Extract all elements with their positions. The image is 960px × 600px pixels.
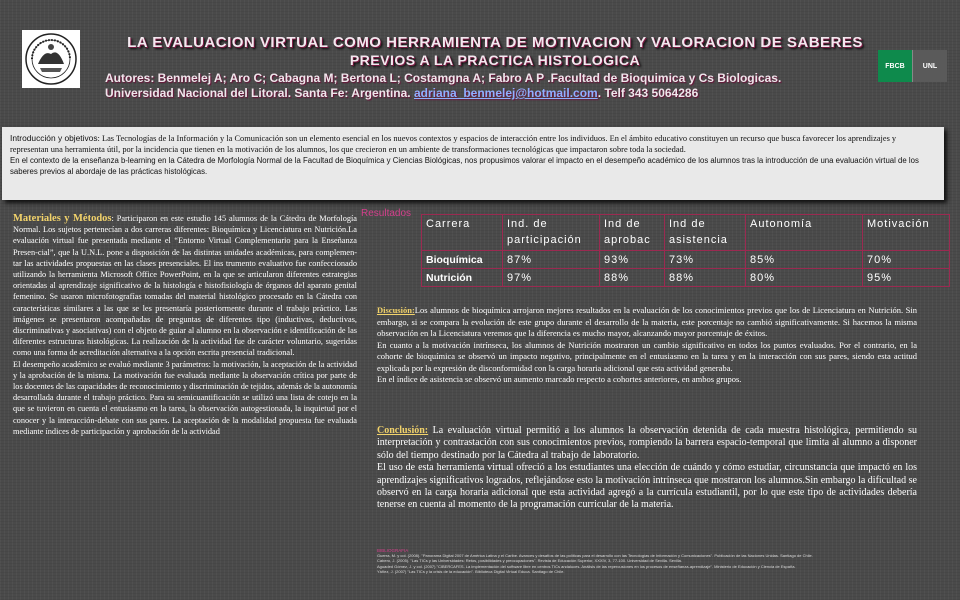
results-header-row <box>422 215 950 251</box>
table-cell: 93% <box>600 251 665 269</box>
results-table <box>421 214 950 287</box>
table-cell: Bioquímica <box>422 251 503 269</box>
table-row <box>422 251 950 269</box>
methods-p1: : Participaron en este estudio 145 alumnos de la Cátedra de Morfología Normal. Los sujetos pertenecían a dos carreras diferentes: Bioquímica y Licenciatura en Nutrición.La evaluación virtual fue presentada mediante el “Entorno Virtual Complementario para la Enseñanza Presen-cial”, que la U.N.L. pone a disposición de las distintas unidades académicas, para complemen-tar las actividades propuestas en las clases presenciales. El ins trumento evaluativo fue confeccionado utilizando la herramienta Microsoft Office PowerPoint, en la que se articularon diferentes estrategias orientadas al aprendizaje significativo de la histología e histofisiología de órganos del aparato genital femenino. Se usaron microfotografías tomadas del material histológico procesado en la Cátedra con características similares a las que se les presentaría posteriormente durante el trabajo práctico. Las imágenes se presentaron acompañadas de preguntas de diferentes tipo (inductivas, deductivas, discriminativas y asociativas) con el objeto de guiar al alumno en la observación e identificación de las diferentes estructuras histológicas. La realización de la actividad fue de carácter voluntario, sugeridas como una forma de acreditación alternativa a la opción escrita presencial tradicional. <box>13 214 357 358</box>
intro-box <box>2 127 944 200</box>
table-cell: Nutrición <box>422 269 503 287</box>
phone: . Telf 343 5064286 <box>597 86 699 100</box>
table-cell: 95% <box>863 269 950 287</box>
discussion-p3: En el índice de asistencia se observó un aumento marcado respecto a cohortes anteriores, en ambos grupos. <box>377 374 742 384</box>
methods-p2: El desempeño académico se evaluó mediante 3 parámetros: la motivación, la aceptación de la actividad y la aprobación de la misma. La motivación fue evaluada mediante la observación crítica por parte de los docentes de las capacidades de reconocimiento y discriminación de tejidos, además de la autonomía desarrollada durante el trabajo práctico. Para su semicuantificación se utilizó una lista de cotejo en la que se tuvieron en cuenta el entusiasmo en la tarea, la observación autogestionada, la inquietud por el conocer y la interacción-debate con sus pares. La aceptación de la modalidad propuesta fue evaluada mediante índices de participación y aprobación de la actividad <box>13 359 357 436</box>
reference-item: Cabero, J. (2005). "Las TICs y las Universidades: Retos, posibilidades y preocupaciones". Revista de Educación Superior, XXXIV, 3, 77-100. Universidad de Sevilla. Sevilla. <box>377 558 683 564</box>
header-cell: Motivación <box>863 215 950 251</box>
discussion-heading: Discusión: <box>377 305 415 315</box>
table-cell: 73% <box>665 251 746 269</box>
poster-title-line1: LA EVALUACION VIRTUAL COMO HERRAMIENTA DE MOTIVACION Y VALORACION DE SABERES <box>127 34 863 51</box>
reference-item: Aguaded Gómez, J. y col. (2007) "CIBERCAFES. La implementación del software libre en centros TICs andaluces. Análisis de las repercusiones en los procesos de enseñanza-aprendizaje". Ministerio de Educación y Ciencia de España. <box>377 563 796 569</box>
header <box>105 34 885 101</box>
table-cell: 87% <box>503 251 600 269</box>
methods-heading: Materiales y Métodos <box>13 213 112 224</box>
results-label: Resultados <box>361 208 412 219</box>
conclusion-section <box>377 425 917 512</box>
university-seal-logo <box>22 30 80 88</box>
discussion-p1: Los alumnos de bioquímica arrojaron mejores resultados en la evaluación de los conocimientos previos que los de Licenciatura en Nutrición. Sin embargo, si se compara la evolución de este grupo durante el desarrollo de la materia, este porcentaje no cambió significativamente. Si hacemos la misma observación en la Licenciatura veremos que la diferencia es mucho mayor, alcanzando mayor porcentaje de éxitos. <box>377 305 917 338</box>
table-cell: 80% <box>746 269 863 287</box>
intro-label: Introducción y objetivos <box>10 133 98 143</box>
header-cell: Ind. de participación <box>503 215 600 251</box>
authors-line1: Autores: Benmelej A; Aro C; Cabagna M; Bertona L; Costamgna A; Fabro A P .Facultad de Bioquimica y Cs Biologicas. <box>105 71 782 85</box>
intro-text1: : Las Tecnologías de la Información y la Comunicación son un elemento esencial en los nuevos contextos y espacios de interacción entre los individuos. En el ámbito educativo constituyen un recurso que busca favorecer los aprendizajes y representan una herramienta útil, por la incidencia que tienen en la motivación de los alumnos, los que crecieron en un ambiente de transformaciones tecnológicas que impactaron sobre toda la sociedad. <box>10 134 897 154</box>
reference-item: Yáñez, J. (2007) "Las TICs y la crisis de la educación". Biblioteca Digital Virtual Educa. Santiago de Chile. <box>377 568 565 574</box>
reference-item: Guerra, M. y col. (2008). "Panorama Digital 2007 de América Latina y el Caribe. Avances y desafíos de las políticas para el desarrollo con las Tecnologías de Información y Comunicaciones". Publicación de las Naciones Unidas. Santiago de Chile. <box>377 553 813 559</box>
header-cell: Carrera <box>422 215 503 251</box>
authors <box>105 71 885 101</box>
discussion-p2: En cuanto a la motivación intrínseca, los alumnos de Nutrición mostraron un cambio significativo en todos los puntos evaluados. Por el contrario, en la cohorte de bioquímica se observó un impacto negativo, principalmente en el entusiasmo en la tarea y en la interacción con sus pares, siendo esta actitud explicada por la expresión de disconformidad con la carga horaria adicional que esta actividad generaba. <box>377 339 917 373</box>
university-seal-icon <box>24 32 78 86</box>
table-cell: 88% <box>665 269 746 287</box>
unl-logo: UNL <box>912 50 947 82</box>
table-cell: 88% <box>600 269 665 287</box>
table-row <box>422 269 950 287</box>
intro-text2: En el contexto de la enseñanza b-learning en la Cátedra de Morfología Normal de la Facultad de Bioquímica y Ciencias Biológicas, nos propusimos valorar el impacto en el desempeño académico de los alumnos tras la introducción de una evaluación virtual de los saberes previos al abordaje de las prácticas histológicas. <box>10 156 919 176</box>
conclusion-heading: Conclusión: <box>377 425 429 436</box>
references-section <box>377 548 952 574</box>
header-cell: Autonomía <box>746 215 863 251</box>
header-cell: Ind de asistencia <box>665 215 746 251</box>
affiliation: Universidad Nacional del Litoral. Santa Fe: Argentina. <box>105 86 414 100</box>
table-cell: 97% <box>503 269 600 287</box>
discussion-section <box>377 305 917 386</box>
fbcb-logo: FBCB <box>878 50 912 82</box>
email-link[interactable]: adriana_benmelej@hotmail.com <box>413 86 598 100</box>
methods-section <box>13 213 357 558</box>
conclusion-p1: La evaluación virtual permitió a los alumnos la observación detenida de cada muestra histológica, permitiendo su interpretación y contrastación con sus conocimientos previos, rompiendo la barrera espacio-temporal que limita al alumno a disponer sólo del tiempo destinado por la Cátedra al trabajo de laboratorio. <box>377 425 917 461</box>
table-cell: 85% <box>746 251 863 269</box>
poster-title-line2: PREVIOS A LA PRACTICA HISTOLOGICA <box>349 52 641 68</box>
header-cell: Ind de aprobac <box>600 215 665 251</box>
table-cell: 70% <box>863 251 950 269</box>
conclusion-p2: El uso de esta herramienta virtual ofreció a los estudiantes una elección de cuándo y cómo estudiar, circunstancia que impactó en los aprendizajes significativos logrados, reflejándose esto la motivación intrínseca que mostraron los alumnos.Sin embargo la dificultad se observó en la carga horaria adicional que esta actividad agregó a la currícula estudiantil, por lo que este tipo de actividades debería tenerse en cuenta al momento de la programación curricular de la materia. <box>377 462 917 511</box>
authors-line2 <box>105 86 885 101</box>
references-heading: BIBLIOGRAFIA <box>377 548 409 553</box>
